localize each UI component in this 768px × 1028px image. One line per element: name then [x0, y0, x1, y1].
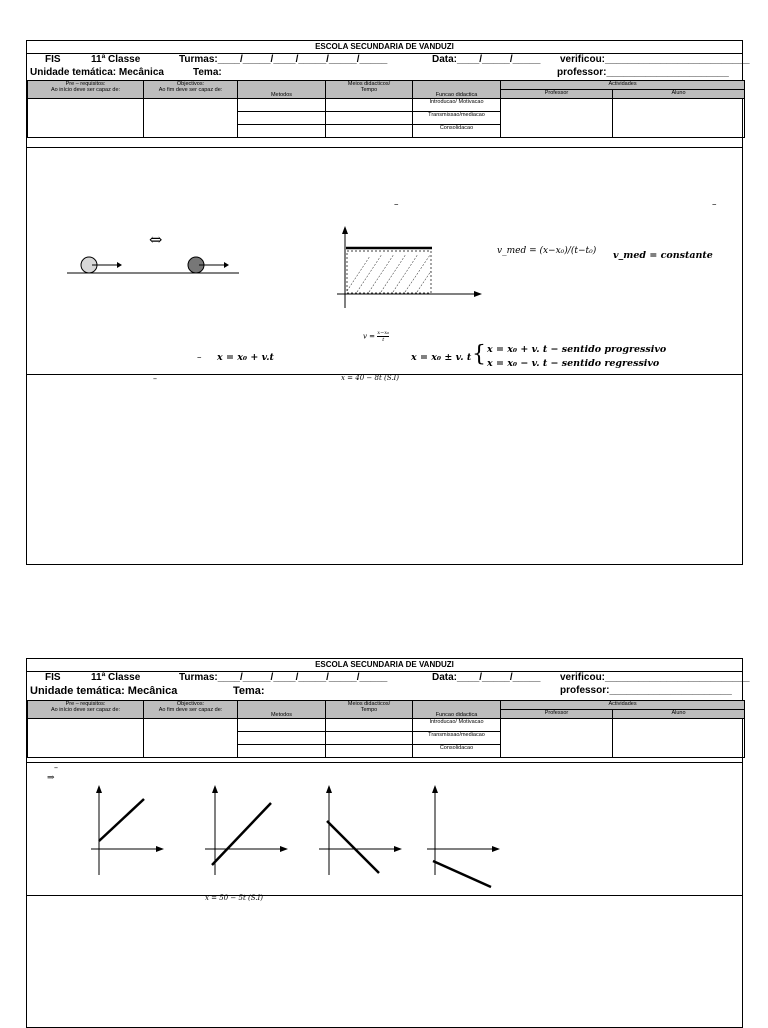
teacher-header: Professor	[501, 710, 613, 719]
professor-field: professor:______________________	[560, 685, 732, 696]
implies-icon: ⇒	[47, 773, 55, 783]
verificou-field: verificou:__________________________	[560, 672, 750, 683]
means-cell	[326, 732, 413, 745]
header-row-1	[27, 672, 750, 684]
content-section-2	[27, 374, 742, 564]
grade-label: 11ª Classe	[91, 672, 141, 683]
lesson-plan-sheet-2	[26, 658, 750, 1028]
lesson-table	[27, 80, 745, 138]
methods-cell	[238, 112, 326, 125]
date-field: Data:____/_____/_____	[432, 54, 541, 65]
phase-consolidation: Consolidacao	[413, 125, 501, 138]
prereq-cell	[28, 719, 144, 758]
phase-consolidation: Consolidacao	[413, 745, 501, 758]
header-row-2	[27, 67, 742, 79]
prereq-cell	[28, 99, 144, 138]
content-section-1	[27, 147, 742, 375]
dash-mark: –	[197, 353, 202, 363]
function-header: Funcao didactica	[413, 701, 501, 719]
velocity-time-graph	[332, 226, 492, 311]
example-equation: x = 50 − 5t (S.I)	[205, 894, 263, 902]
methods-cell	[238, 99, 326, 112]
position-graph-3	[317, 785, 407, 880]
school-title: ESCOLA SECUNDARIA DE VANDUZI	[27, 41, 742, 54]
objectives-header: Objectivos: Ao fim deve ser capaz de:	[144, 701, 238, 719]
student-header: Aluno	[613, 90, 745, 99]
header-row-1	[27, 54, 750, 66]
methods-header: Metodos	[238, 701, 326, 719]
means-cell	[326, 112, 413, 125]
methods-header: Metodos	[238, 81, 326, 99]
regressive-equation: x = x₀ − v. t − sentido regressivo	[487, 358, 660, 369]
school-title: ESCOLA SECUNDARIA DE VANDUZI	[27, 659, 742, 672]
dash-mark: –	[712, 200, 717, 210]
progressive-equation: x = x₀ + v. t − sentido progressivo	[487, 344, 667, 355]
vmed-formula: v_med = (x−x₀)/(t−t₀)	[497, 246, 597, 256]
phase-transmission: Transmissao/mediacao	[413, 732, 501, 745]
equivalence-arrow-icon: ⇔	[149, 230, 163, 249]
prereq-header: Pre – requisitos: Ao início deve ser capaz de:	[28, 701, 144, 719]
position-equation: x = x₀ + v.t	[217, 352, 274, 363]
grade-label: 11ª Classe	[91, 54, 141, 65]
position-graph-1	[89, 785, 169, 880]
content-section-1	[27, 762, 742, 896]
student-header: Aluno	[613, 710, 745, 719]
phase-intro: Introducao/ Motivacao	[413, 719, 501, 732]
turmas-field: Turmas:____/_____/____/_____/_____/_____	[179, 54, 388, 65]
vmed-constant: v_med = constante	[613, 250, 713, 261]
student-cell	[613, 99, 745, 138]
professor-field: professor:______________________	[557, 67, 729, 78]
means-cell	[326, 719, 413, 732]
phase-intro: Introducao/ Motivacao	[413, 99, 501, 112]
methods-cell	[238, 732, 326, 745]
dash-mark: –	[54, 763, 58, 772]
lesson-table	[27, 700, 745, 758]
objectives-header: Objectivos: Ao fim deve ser capaz de:	[144, 81, 238, 99]
date-field: Data:____/_____/_____	[432, 672, 541, 683]
position-graph-2	[203, 785, 293, 880]
teacher-header: Professor	[501, 90, 613, 99]
subject-label: FIS	[45, 672, 61, 683]
teacher-cell	[501, 719, 613, 758]
student-cell	[613, 719, 745, 758]
methods-cell	[238, 125, 326, 138]
moving-balls-illustration	[67, 248, 247, 278]
example-equation: x = 40 − 8t (S.I)	[341, 374, 399, 382]
means-cell	[326, 99, 413, 112]
means-header: Meios didacticos/ Tempo	[326, 81, 413, 99]
teacher-cell	[501, 99, 613, 138]
activities-header: Actividades	[501, 701, 745, 710]
means-cell	[326, 125, 413, 138]
phase-transmission: Transmissao/mediacao	[413, 112, 501, 125]
general-equation: x = x₀ ± v. t	[411, 352, 472, 363]
tema-label: Tema:	[193, 67, 222, 78]
dash-mark: –	[394, 200, 399, 210]
means-header: Meios didacticos/ Tempo	[326, 701, 413, 719]
means-cell	[326, 745, 413, 758]
objectives-cell	[144, 719, 238, 758]
prereq-header: Pre – requisitos: Ao início deve ser capaz de:	[28, 81, 144, 99]
activities-header: Actividades	[501, 81, 745, 90]
content-section-2	[27, 895, 742, 1027]
objectives-cell	[144, 99, 238, 138]
unidade-label: Unidade temática: Mecânica	[30, 67, 164, 78]
tema-label: Tema:	[233, 685, 265, 697]
unidade-label: Unidade temática: Mecânica	[30, 685, 178, 697]
turmas-field: Turmas:____/_____/____/_____/_____/_____	[179, 672, 388, 683]
velocity-formula: v = $\frac{\text{x−x₀}}{t}$	[363, 330, 390, 343]
methods-cell	[238, 719, 326, 732]
position-graph-4	[425, 785, 515, 890]
brace-symbol: {	[472, 342, 486, 367]
dash-mark: –	[153, 374, 157, 383]
function-header: Funcao didactica	[413, 81, 501, 99]
verificou-field: verificou:__________________________	[560, 54, 750, 65]
subject-label: FIS	[45, 54, 61, 65]
header-row-2	[27, 685, 742, 699]
lesson-plan-sheet-1	[26, 40, 750, 565]
methods-cell	[238, 745, 326, 758]
